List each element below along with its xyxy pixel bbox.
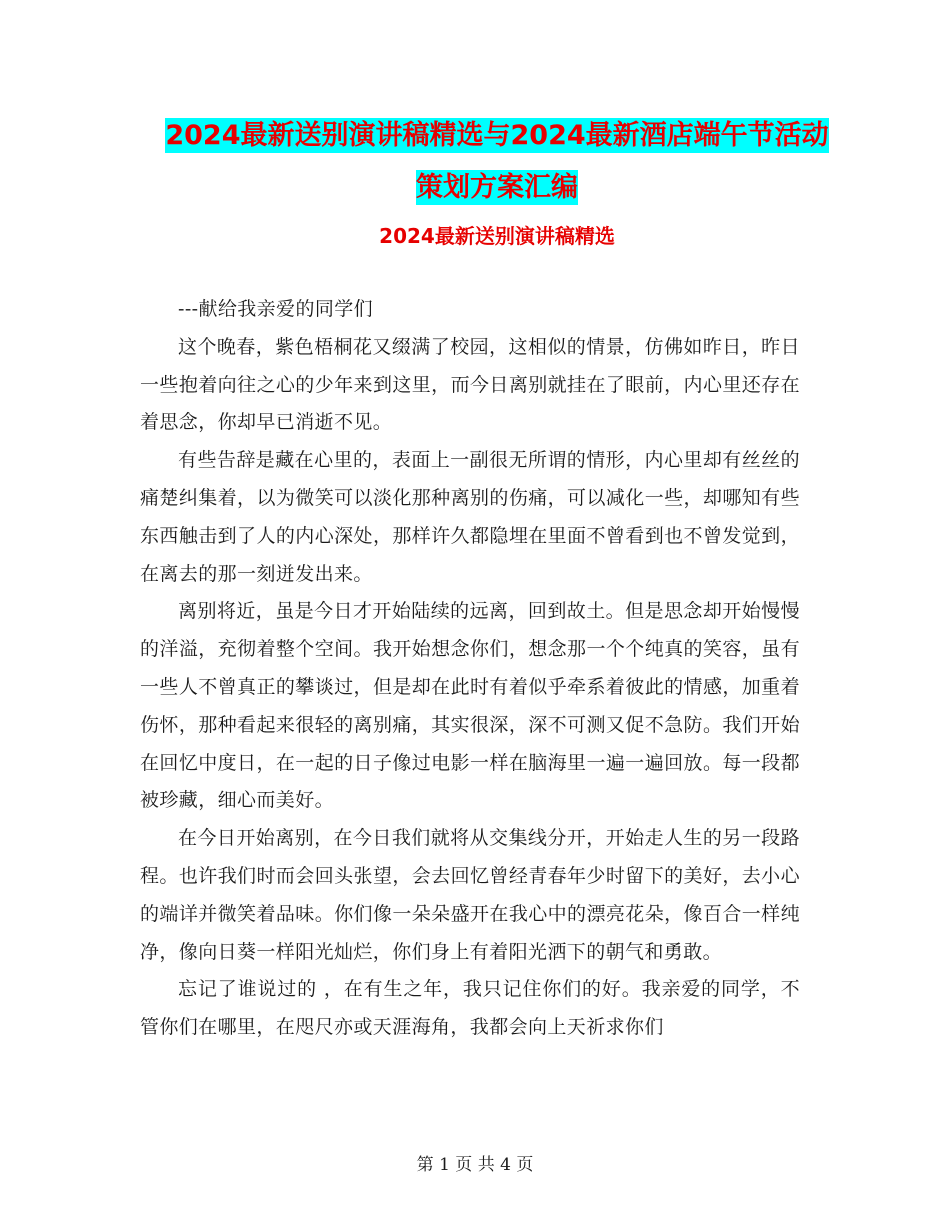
paragraph: 忘记了谁说过的 ，在有生之年，我只记住你们的好。我亲爱的同学，不管你们在哪里，在咫尺亦或天涯海角，我都会向上天祈求你们 bbox=[140, 978, 800, 1039]
paragraph: 有些告辞是藏在心里的，表面上一副很无所谓的情形，内心里却有丝丝的痛楚纠集着，以为微笑可以淡化那种离别的伤痛，可以减化一些，却哪知有些东西触击到了人的内心深处，那样许久都隐埋在里面不曾看到也不曾发觉到，在离去的那一刻迸发出来。 bbox=[140, 449, 800, 585]
page-footer: 第 1 页 共 4 页 bbox=[416, 1155, 534, 1175]
paragraph: 这个晚春，紫色梧桐花又缀满了校园，这相似的情景，仿佛如昨日，昨日一些抱着向往之心的少年来到这里，而今日离别就挂在了眼前，内心里还存在着思念，你却早已消逝不见。 bbox=[140, 335, 800, 434]
section-title: 2024最新送别演讲稿精选 bbox=[379, 224, 615, 248]
document-title bbox=[140, 110, 854, 214]
document-body bbox=[140, 291, 800, 1047]
dedication-line: ---献给我亲爱的同学们 bbox=[178, 298, 374, 320]
paragraph: 离别将近，虽是今日才开始陆续的远离，回到故土。但是思念却开始慢慢的洋溢，充彻着整个空间。我开始想念你们，想念那一个个纯真的笑容，虽有一些人不曾真正的攀谈过，但是却在此时有着似乎牵系着彼此的情感，加重着伤怀，那种看起来很轻的离别痛，其实很深，深不可测又促不急防。我们开始在回忆中度日，在一起的日子像过电影一样在脑海里一遍一遍回放。每一段都被珍藏，细心而美好。 bbox=[140, 600, 800, 812]
document-title-line-2: 策划方案汇编 bbox=[416, 172, 578, 203]
document-title-line-1: 2024最新送别演讲稿精选与2024最新酒店端午节活动 bbox=[165, 120, 829, 151]
paragraph: 在今日开始离别，在今日我们就将从交集线分开，开始走人生的另一段路程。也许我们时而会回头张望，会去回忆曾经青春年少时留下的美好，去小心的端详并微笑着品味。你们像一朵朵盛开在我心中的漂亮花朵，像百合一样纯净，像向日葵一样阳光灿烂，你们身上有着阳光洒下的朝气和勇敢。 bbox=[140, 827, 800, 963]
